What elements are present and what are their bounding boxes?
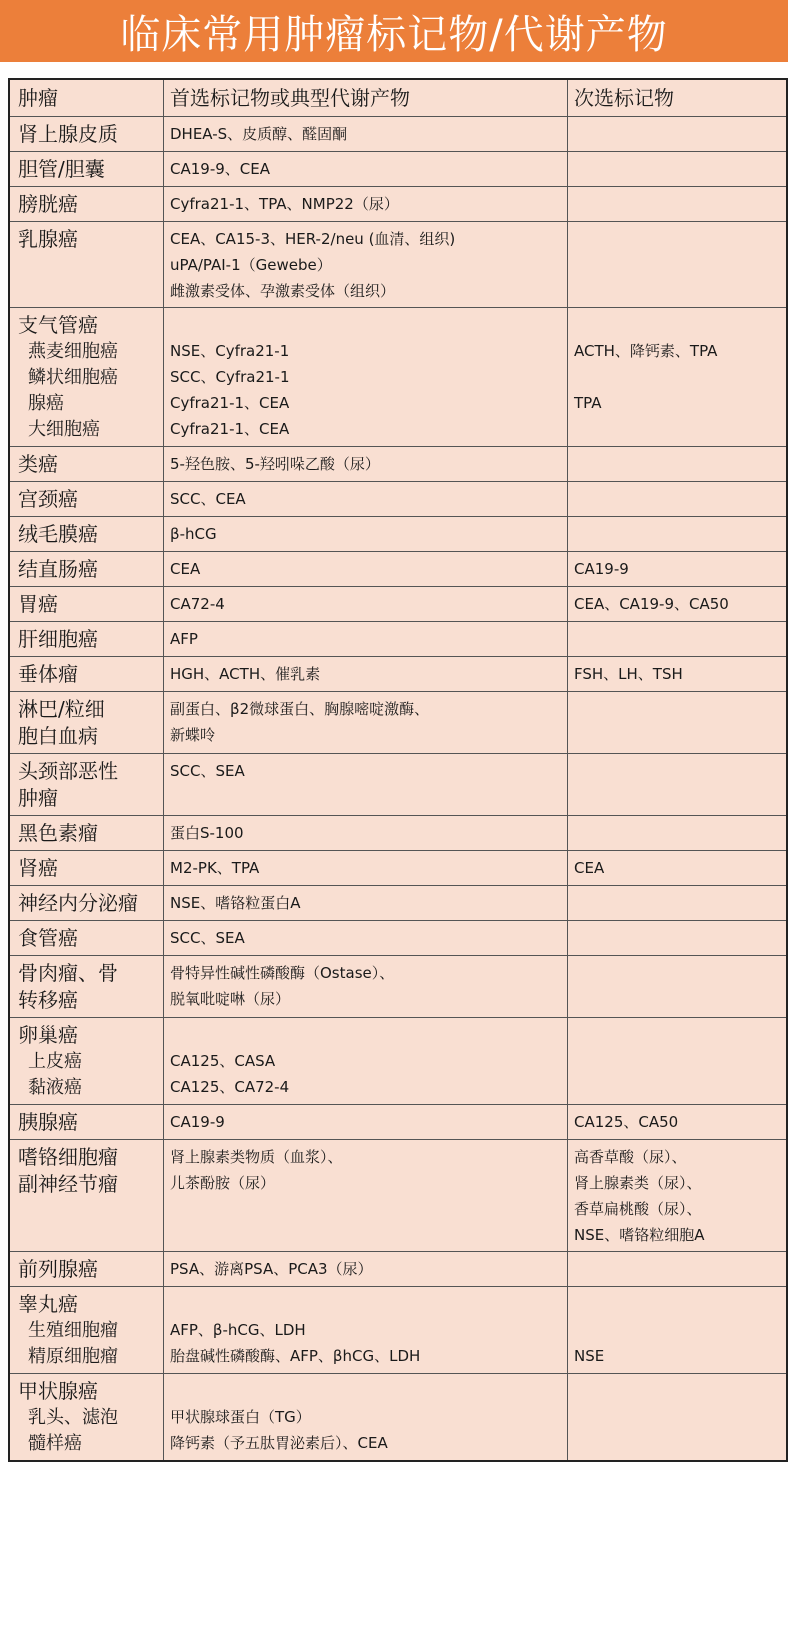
cell-line: 儿茶酚胺（尿） — [170, 1174, 276, 1192]
primary-marker-cell — [164, 921, 568, 955]
primary-marker-cell — [164, 1018, 568, 1104]
cell-line — [574, 486, 780, 512]
table-row — [10, 816, 786, 851]
cell-line: 上皮癌 — [28, 1051, 82, 1072]
cell-line: 类癌 — [18, 452, 58, 476]
primary-marker-cell — [164, 816, 568, 850]
cell-line: 胆管/胆囊 — [18, 157, 105, 181]
tumor-cell — [10, 187, 164, 221]
cell-line: 结直肠癌 — [18, 557, 98, 581]
table-row — [10, 1140, 786, 1252]
tumor-cell — [10, 308, 164, 446]
cell-line — [574, 1378, 780, 1404]
primary-marker-cell — [164, 1374, 568, 1460]
cell-line: DHEA-S、皮质醇、醛固酮 — [170, 125, 348, 143]
tumor-cell — [10, 1140, 164, 1251]
cell-line: 蛋白S-100 — [170, 824, 244, 842]
secondary-marker-cell — [568, 517, 786, 551]
cell-line: CEA — [170, 560, 201, 578]
table-row — [10, 587, 786, 622]
table-row — [10, 657, 786, 692]
cell-line — [574, 960, 780, 986]
cell-line: 香草扁桃酸（尿）、 — [574, 1200, 702, 1218]
primary-marker-cell — [164, 1252, 568, 1286]
tumor-cell — [10, 117, 164, 151]
secondary-marker-cell — [568, 587, 786, 621]
cell-line: 嗜铬细胞瘤 — [18, 1145, 118, 1169]
cell-line: TPA — [574, 394, 602, 412]
secondary-marker-cell — [568, 956, 786, 1017]
tumor-cell — [10, 622, 164, 656]
cell-line — [574, 312, 780, 338]
primary-marker-cell — [164, 517, 568, 551]
table-row — [10, 1374, 786, 1460]
tumor-cell — [10, 222, 164, 307]
secondary-marker-cell — [568, 1252, 786, 1286]
cell-line: 脱氧吡啶啉（尿） — [170, 990, 291, 1008]
secondary-marker-cell — [568, 1374, 786, 1460]
cell-line: 甲状腺球蛋白（TG） — [170, 1408, 311, 1426]
cell-line: 胰腺癌 — [18, 1110, 78, 1134]
cell-line: NSE、嗜铬粒细胞A — [574, 1226, 705, 1244]
secondary-marker-cell — [568, 1140, 786, 1251]
primary-marker-cell — [164, 622, 568, 656]
cell-line — [170, 1291, 561, 1317]
cell-line: 头颈部恶性 — [18, 759, 118, 783]
cell-line: 宫颈癌 — [18, 487, 78, 511]
cell-line: AFP — [170, 630, 198, 648]
cell-line: 髓样癌 — [28, 1433, 82, 1454]
cell-line: 乳腺癌 — [18, 227, 78, 251]
secondary-marker-cell — [568, 1287, 786, 1373]
tumor-cell — [10, 1105, 164, 1139]
primary-marker-cell — [164, 851, 568, 885]
cell-line — [170, 1378, 561, 1404]
page-title: 临床常用肿瘤标记物/代谢产物 — [120, 11, 668, 58]
tumor-cell — [10, 517, 164, 551]
tumor-cell — [10, 816, 164, 850]
cell-line — [574, 820, 780, 846]
cell-line — [574, 696, 780, 722]
tumor-cell — [10, 956, 164, 1017]
tumor-cell — [10, 851, 164, 885]
cell-line: 副神经节瘤 — [18, 1172, 118, 1196]
cell-line: CEA — [574, 859, 605, 877]
cell-line — [574, 451, 780, 477]
cell-line — [574, 1256, 780, 1282]
cell-line: 骨肉瘤、骨 — [18, 961, 118, 985]
cell-line — [170, 1022, 561, 1048]
secondary-marker-cell — [568, 187, 786, 221]
cell-line: Cyfra21-1、CEA — [170, 420, 290, 438]
cell-line: 膀胱癌 — [18, 192, 78, 216]
secondary-marker-cell — [568, 1105, 786, 1139]
secondary-marker-cell — [568, 482, 786, 516]
cell-line — [574, 925, 780, 951]
primary-marker-cell — [164, 482, 568, 516]
table-row — [10, 117, 786, 152]
cell-line — [574, 416, 780, 442]
cell-line: NSE、Cyfra21-1 — [170, 342, 290, 360]
cell-line: HGH、ACTH、催乳素 — [170, 665, 321, 683]
header-tumor: 肿瘤 — [10, 80, 164, 116]
cell-line: 睾丸癌 — [18, 1292, 78, 1316]
cell-line — [574, 521, 780, 547]
cell-line: 鳞状细胞癌 — [28, 367, 118, 388]
cell-line: 雌激素受体、孕激素受体（组织） — [170, 282, 396, 300]
cell-line: NSE、嗜铬粒蛋白A — [170, 894, 301, 912]
tumor-cell — [10, 1252, 164, 1286]
tumor-cell — [10, 447, 164, 481]
cell-line: CA125、CA72-4 — [170, 1078, 290, 1096]
secondary-marker-cell — [568, 152, 786, 186]
cell-line: CA125、CA50 — [574, 1113, 679, 1131]
primary-marker-cell — [164, 657, 568, 691]
table-row — [10, 187, 786, 222]
cell-line — [574, 226, 780, 252]
header-secondary-marker: 次选标记物 — [574, 86, 674, 110]
cell-line — [574, 191, 780, 217]
tumor-cell — [10, 1018, 164, 1104]
secondary-marker-cell — [568, 754, 786, 815]
secondary-marker-cell — [568, 622, 786, 656]
table-row — [10, 1287, 786, 1374]
primary-marker-cell — [164, 187, 568, 221]
table-row — [10, 552, 786, 587]
tumor-cell — [10, 692, 164, 753]
cell-line — [574, 626, 780, 652]
tumor-cell — [10, 754, 164, 815]
cell-line — [574, 890, 780, 916]
table-row — [10, 152, 786, 187]
cell-line: Cyfra21-1、CEA — [170, 394, 290, 412]
cell-line — [574, 156, 780, 182]
primary-marker-cell — [164, 117, 568, 151]
primary-marker-cell — [164, 447, 568, 481]
table-row — [10, 1018, 786, 1105]
cell-line: 5-羟色胺、5-羟吲哚乙酸（尿） — [170, 455, 380, 473]
tumor-cell — [10, 886, 164, 920]
primary-marker-cell — [164, 1140, 568, 1251]
cell-line: 高香草酸（尿）、 — [574, 1148, 687, 1166]
cell-line: 卵巢癌 — [18, 1023, 78, 1047]
cell-line: 胃癌 — [18, 592, 58, 616]
table-row — [10, 1252, 786, 1287]
cell-line: 胎盘碱性磷酸酶、AFP、βhCG、LDH — [170, 1347, 421, 1365]
table-row — [10, 921, 786, 956]
cell-line: 垂体瘤 — [18, 662, 78, 686]
secondary-marker-cell — [568, 816, 786, 850]
cell-line: 新蝶呤 — [170, 726, 216, 744]
cell-line: SCC、SEA — [170, 929, 245, 947]
cell-line: CA125、CASA — [170, 1052, 276, 1070]
cell-line: NSE — [574, 1347, 605, 1365]
primary-marker-cell — [164, 552, 568, 586]
cell-line: CEA、CA15-3、HER-2/neu (血清、组织) — [170, 230, 456, 248]
cell-line: PSA、游离PSA、PCA3（尿） — [170, 1260, 373, 1278]
secondary-marker-cell — [568, 692, 786, 753]
cell-line: 生殖细胞瘤 — [28, 1320, 118, 1341]
secondary-marker-cell — [568, 222, 786, 307]
cell-line: M2-PK、TPA — [170, 859, 260, 877]
cell-line — [574, 121, 780, 147]
primary-marker-cell — [164, 886, 568, 920]
secondary-marker-cell — [568, 1018, 786, 1104]
cell-line: 肝细胞癌 — [18, 627, 98, 651]
cell-line: 燕麦细胞癌 — [28, 341, 118, 362]
cell-line: 乳头、滤泡 — [28, 1407, 118, 1428]
header-primary-marker: 首选标记物或典型代谢产物 — [164, 80, 568, 116]
cell-line: 肾上腺皮质 — [18, 122, 118, 146]
cell-line: CA19-9、CEA — [170, 160, 270, 178]
cell-line: 甲状腺癌 — [18, 1379, 98, 1403]
table-body — [10, 117, 786, 1460]
cell-line — [574, 758, 780, 784]
cell-line: 胞白血病 — [18, 724, 98, 748]
tumor-cell — [10, 552, 164, 586]
secondary-marker-cell — [568, 552, 786, 586]
cell-line — [574, 1022, 780, 1048]
secondary-marker-cell — [568, 886, 786, 920]
cell-line: SCC、SEA — [170, 762, 245, 780]
cell-line: FSH、LH、TSH — [574, 665, 683, 683]
cell-line: CA19-9 — [170, 1113, 225, 1131]
table-row — [10, 308, 786, 447]
cell-line — [170, 312, 561, 338]
cell-line: 肿瘤 — [18, 786, 58, 810]
primary-marker-cell — [164, 587, 568, 621]
cell-line: ACTH、降钙素、TPA — [574, 342, 718, 360]
cell-line: Cyfra21-1、TPA、NMP22（尿） — [170, 195, 399, 213]
cell-line: 骨特异性碱性磷酸酶（Ostase）、 — [170, 964, 395, 982]
table-row — [10, 956, 786, 1018]
cell-line: 前列腺癌 — [18, 1257, 98, 1281]
cell-line: 大细胞癌 — [28, 419, 100, 440]
secondary-marker-cell — [568, 447, 786, 481]
marker-table — [8, 78, 788, 1462]
table-row — [10, 222, 786, 308]
secondary-marker-cell — [568, 117, 786, 151]
primary-marker-cell — [164, 1287, 568, 1373]
cell-line: 转移癌 — [18, 988, 78, 1012]
cell-line: 肾癌 — [18, 856, 58, 880]
tumor-cell — [10, 1374, 164, 1460]
table-row — [10, 886, 786, 921]
secondary-marker-cell — [568, 308, 786, 446]
cell-line: 绒毛膜癌 — [18, 522, 98, 546]
primary-marker-cell — [164, 692, 568, 753]
tumor-cell — [10, 1287, 164, 1373]
tumor-cell — [10, 921, 164, 955]
cell-line: SCC、Cyfra21-1 — [170, 368, 290, 386]
cell-line: 食管癌 — [18, 926, 78, 950]
title-banner — [0, 0, 788, 62]
cell-line: 神经内分泌瘤 — [18, 891, 138, 915]
cell-line — [574, 364, 780, 390]
secondary-marker-cell — [568, 657, 786, 691]
table-header-row — [10, 80, 786, 117]
primary-marker-cell — [164, 1105, 568, 1139]
cell-line: 淋巴/粒细 — [18, 697, 105, 721]
table-row — [10, 622, 786, 657]
primary-marker-cell — [164, 308, 568, 446]
cell-line: 黏液癌 — [28, 1077, 82, 1098]
primary-marker-cell — [164, 222, 568, 307]
table-row — [10, 1105, 786, 1140]
cell-line: CA19-9 — [574, 560, 629, 578]
primary-marker-cell — [164, 754, 568, 815]
cell-line: 黑色素瘤 — [18, 821, 98, 845]
secondary-marker-cell — [568, 921, 786, 955]
primary-marker-cell — [164, 152, 568, 186]
tumor-cell — [10, 482, 164, 516]
cell-line — [574, 1291, 780, 1317]
tumor-cell — [10, 152, 164, 186]
table-row — [10, 851, 786, 886]
primary-marker-cell — [164, 956, 568, 1017]
cell-line: β-hCG — [170, 525, 217, 543]
tumor-cell — [10, 657, 164, 691]
cell-line: 肾上腺素类物质（血浆）、 — [170, 1148, 343, 1166]
table-row — [10, 447, 786, 482]
cell-line — [574, 1317, 780, 1343]
cell-line: 精原细胞瘤 — [28, 1346, 118, 1367]
cell-line: uPA/PAI-1（Gewebe） — [170, 256, 332, 274]
cell-line: 副蛋白、β2微球蛋白、胸腺嘧啶激酶、 — [170, 700, 430, 718]
cell-line: SCC、CEA — [170, 490, 246, 508]
table-row — [10, 692, 786, 754]
table-row — [10, 517, 786, 552]
cell-line: 腺癌 — [28, 393, 64, 414]
secondary-marker-cell — [568, 851, 786, 885]
cell-line: AFP、β-hCG、LDH — [170, 1321, 306, 1339]
table-row — [10, 482, 786, 517]
cell-line: 降钙素（予五肽胃泌素后）、CEA — [170, 1434, 388, 1452]
cell-line: 支气管癌 — [18, 313, 98, 337]
cell-line: CEA、CA19-9、CA50 — [574, 595, 729, 613]
cell-line: 肾上腺素类（尿）、 — [574, 1174, 702, 1192]
table-row — [10, 754, 786, 816]
tumor-cell — [10, 587, 164, 621]
cell-line: CA72-4 — [170, 595, 225, 613]
